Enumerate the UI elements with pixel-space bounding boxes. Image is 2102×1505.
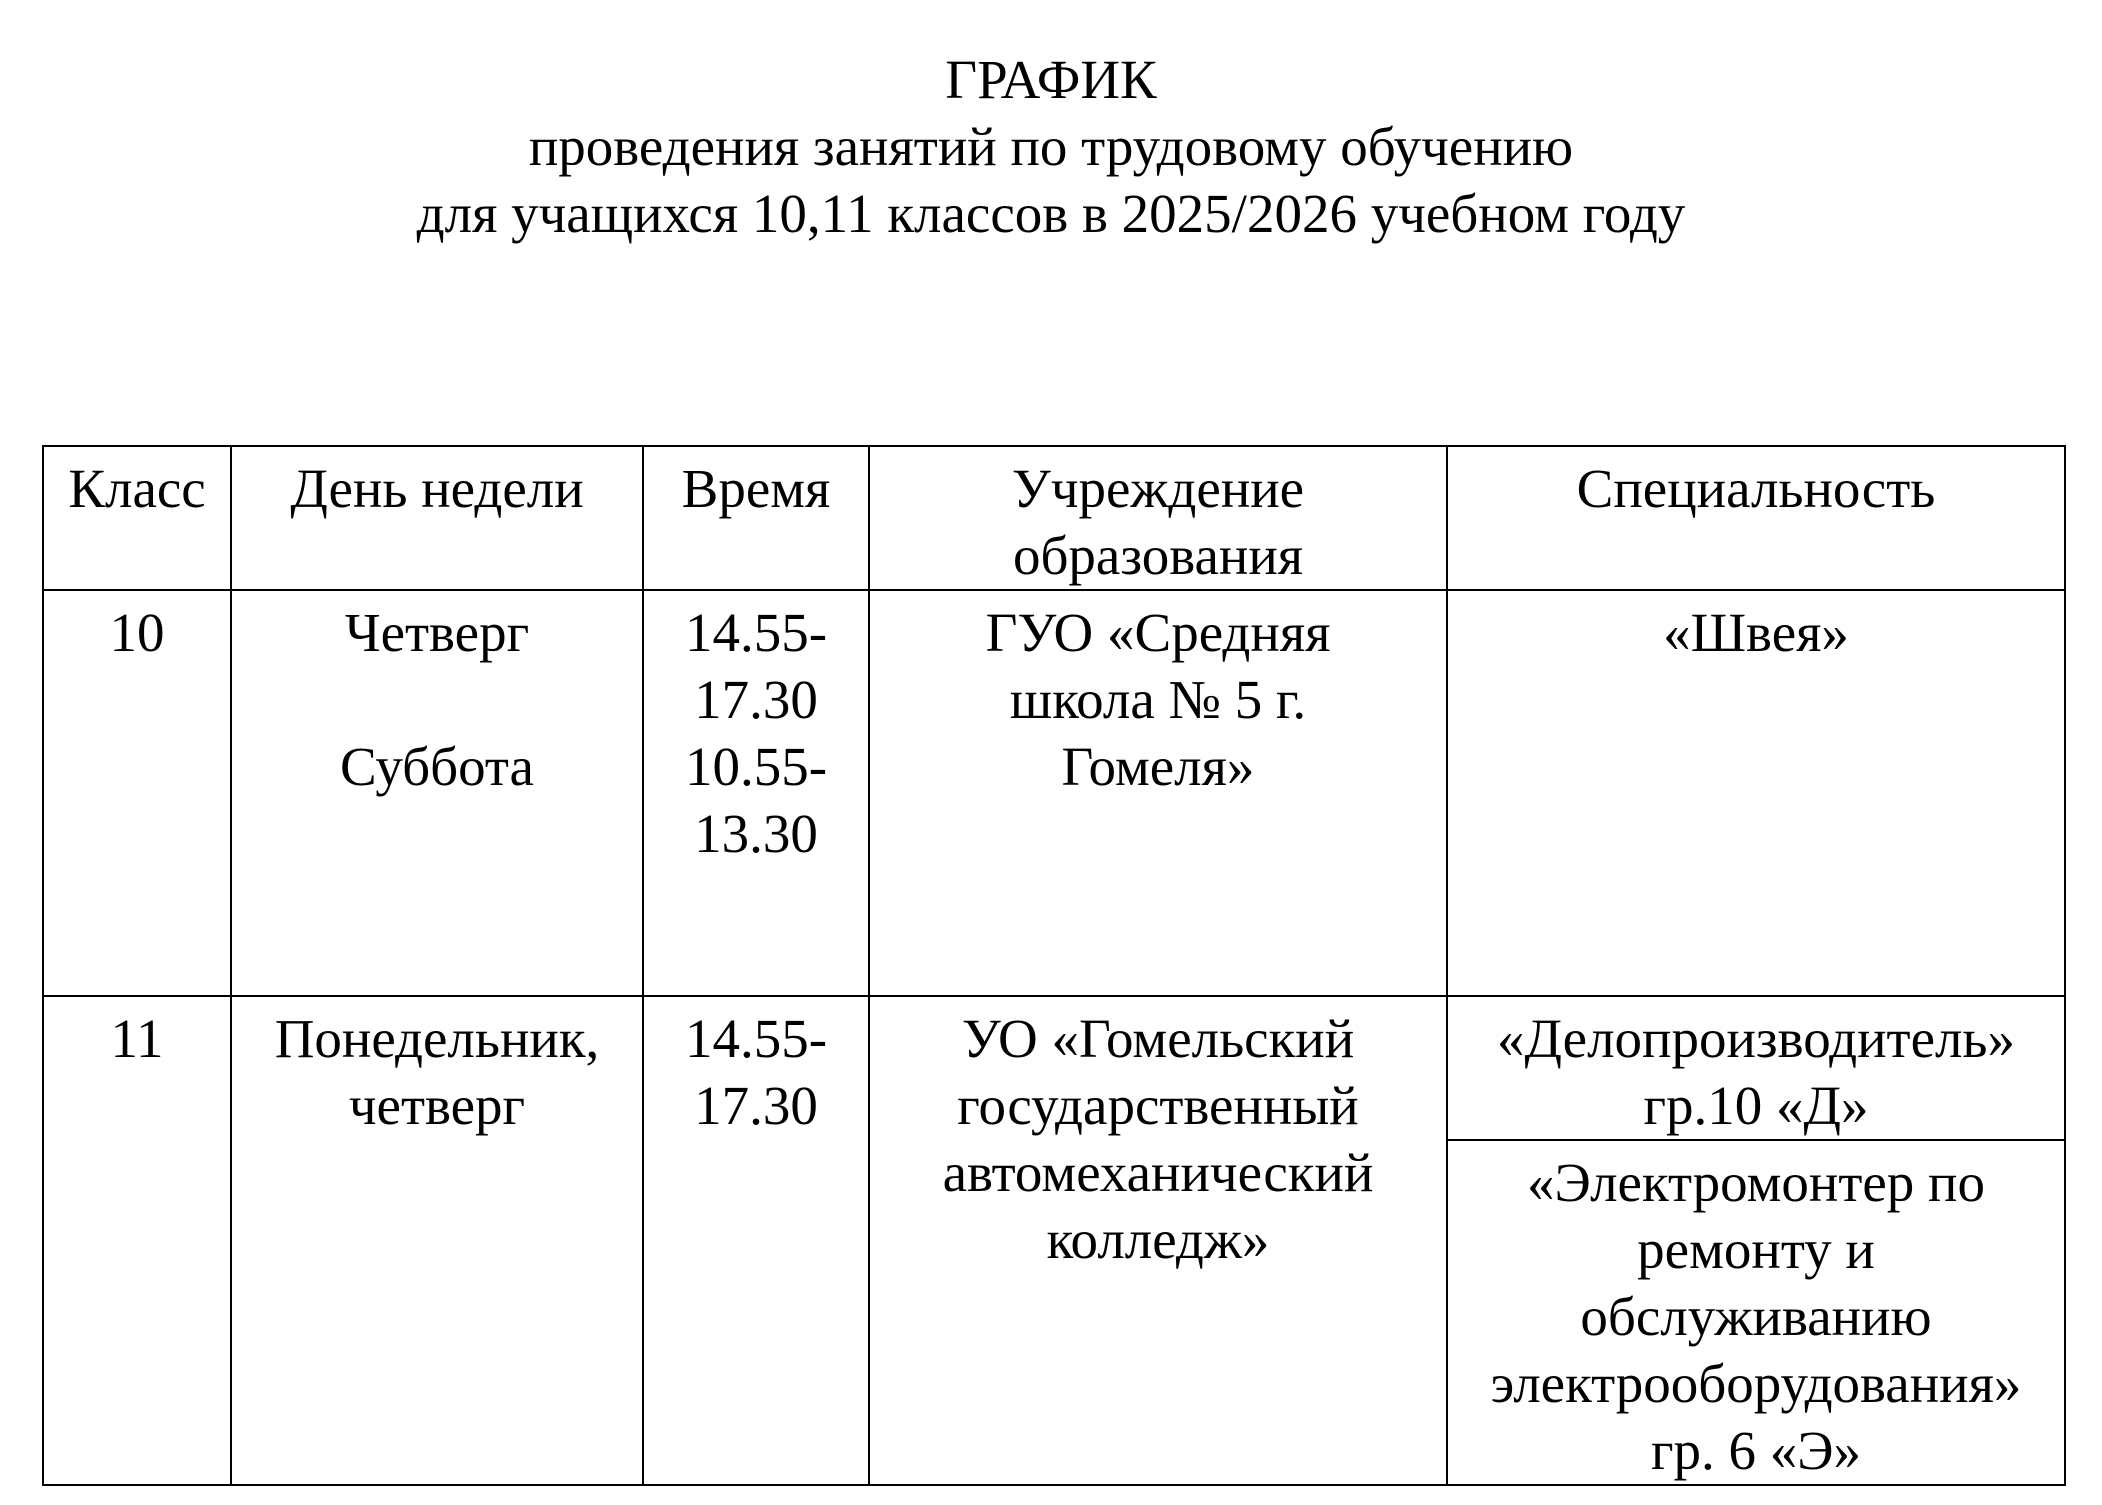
time-line: 17.30 (694, 669, 818, 730)
cell-day (231, 996, 643, 1485)
specialty-line: гр.10 «Д» (1643, 1075, 1869, 1136)
cell-class: 10 (43, 590, 231, 996)
day-line: четверг (348, 1075, 526, 1136)
cell-specialty (1447, 1140, 2065, 1485)
header-time: Время (643, 446, 869, 590)
institution-line: школа № 5 г. (1009, 669, 1307, 730)
time-line: 14.55- (684, 602, 828, 663)
cell-class: 11 (43, 996, 231, 1485)
table-row (43, 996, 2065, 1140)
header-class: Класс (43, 446, 231, 590)
time-line: 17.30 (694, 1075, 818, 1136)
cell-time (643, 590, 869, 996)
document-title (0, 46, 2102, 247)
day-saturday: Суббота (340, 736, 534, 797)
header-day: День недели (231, 446, 643, 590)
header-institution-line: образования (1012, 525, 1304, 586)
specialty-line: «Электромонтер по (1527, 1152, 1985, 1213)
cell-institution (869, 590, 1447, 996)
cell-time (643, 996, 869, 1485)
specialty-line: «Делопроизводитель» (1496, 1008, 2016, 1069)
institution-line: колледж» (1046, 1209, 1270, 1270)
specialty-line: электрооборудования» (1490, 1353, 2022, 1414)
specialty-line: обслуживанию (1580, 1286, 1932, 1347)
cell-specialty (1447, 590, 2065, 996)
table-row (43, 590, 2065, 996)
spacer (238, 666, 636, 733)
title-line-2: проведения занятий по трудовому обучению (528, 116, 1574, 177)
institution-line: государственный (957, 1075, 1359, 1136)
title-line-1: ГРАФИК (945, 49, 1157, 110)
institution-line: УО «Гомельский (961, 1008, 1355, 1069)
institution-line: автомеханический (942, 1142, 1374, 1203)
time-line: 10.55- (684, 736, 828, 797)
cell-day (231, 590, 643, 996)
schedule-table (42, 445, 2066, 1486)
institution-line: ГУО «Средняя (985, 602, 1331, 663)
specialty-line: ремонту и (1637, 1219, 1875, 1280)
cell-institution (869, 996, 1447, 1485)
table-header-row (43, 446, 2065, 590)
header-institution (869, 446, 1447, 590)
title-line-3: для учащихся 10,11 классов в 2025/2026 учебном году (416, 183, 1686, 244)
specialty-line: гр. 6 «Э» (1650, 1420, 1862, 1481)
specialty-line: «Швея» (1663, 602, 1849, 663)
header-specialty: Специальность (1447, 446, 2065, 590)
day-thursday: Четверг (344, 602, 530, 663)
time-line: 13.30 (694, 803, 818, 864)
day-line: Понедельник, (274, 1008, 600, 1069)
institution-line: Гомеля» (1061, 736, 1255, 797)
header-institution-line: Учреждение (1011, 458, 1305, 519)
time-line: 14.55- (684, 1008, 828, 1069)
cell-specialty (1447, 996, 2065, 1140)
